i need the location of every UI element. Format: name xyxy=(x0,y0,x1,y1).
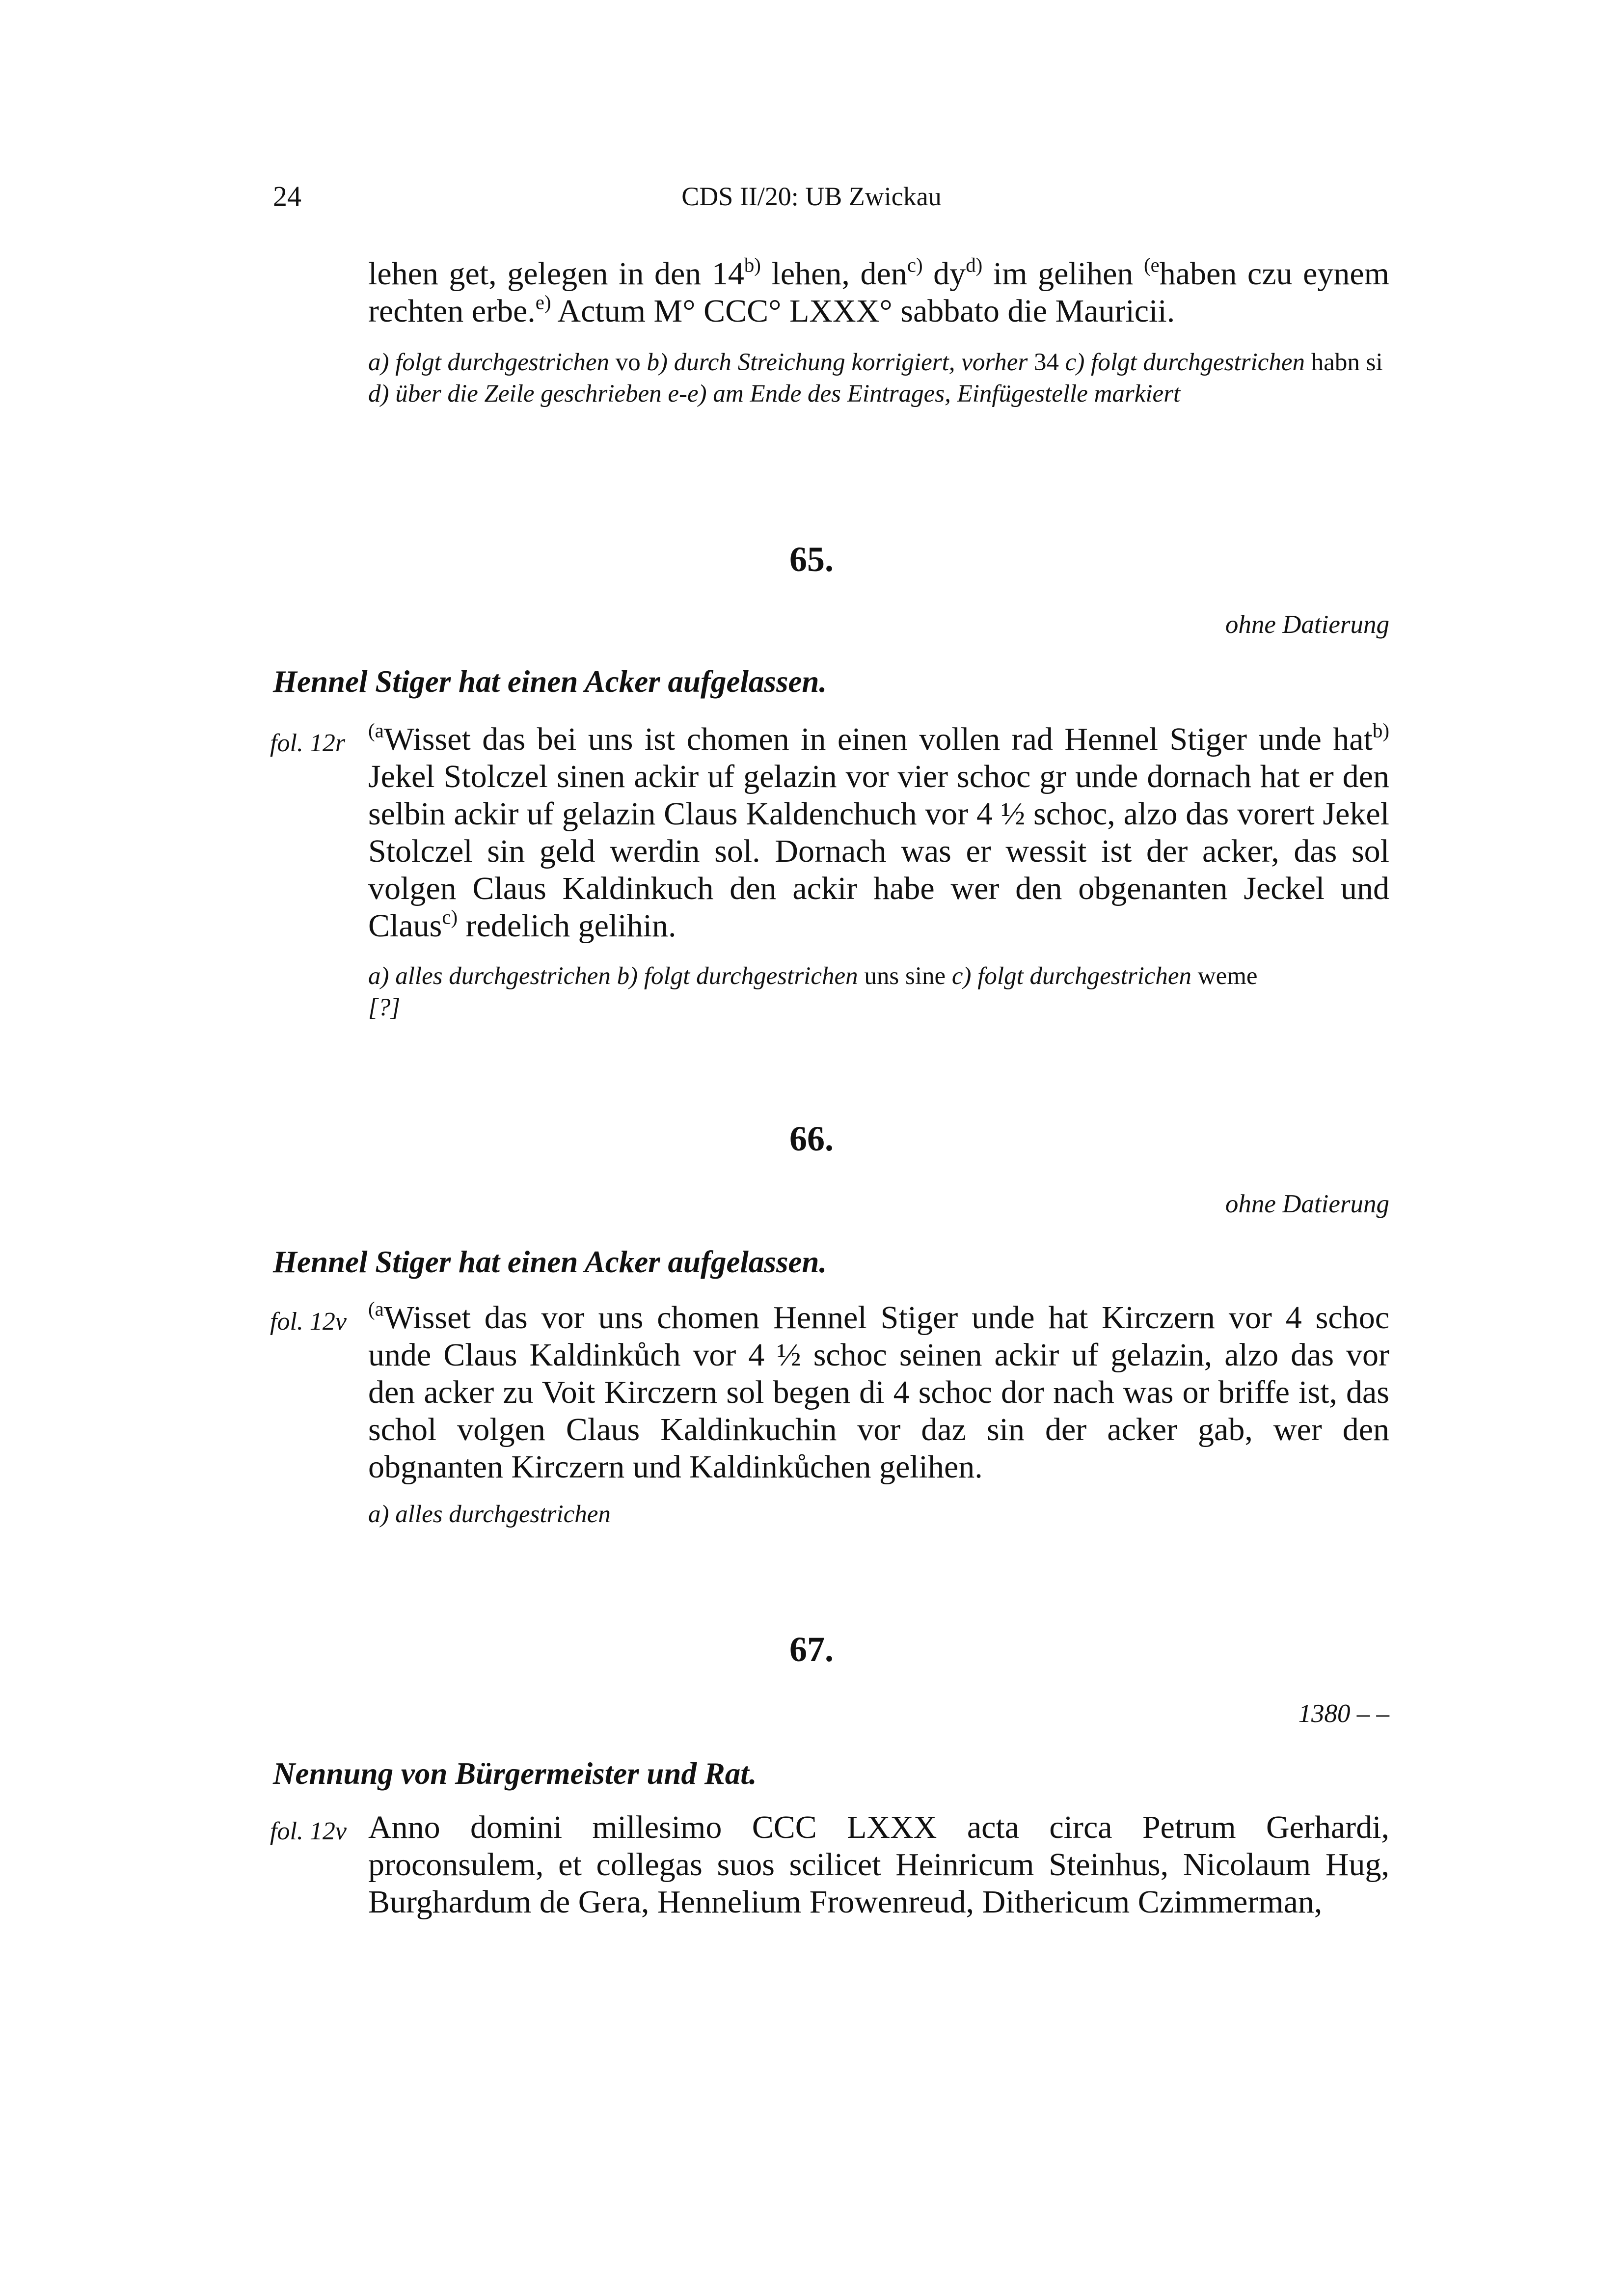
folio-reference-67: fol. 12v xyxy=(270,1817,347,1845)
continuation-footnotes: a) folgt durchgestrichen vo b) durch Streichung korrigiert, vorher 34 c) folgt durchgestrichen habn si d) über die Zeile geschrieben e-e) am Ende des Eintrages, Einfügestelle markiert xyxy=(368,349,1383,408)
footnotes-65: a) alles durchgestrichen b) folgt durchgestrichen uns sine c) folgt durchgestrichen weme [?] xyxy=(368,962,1258,1021)
entry-dating-65: ohne Datierung xyxy=(1225,610,1389,639)
page-number: 24 xyxy=(273,180,301,212)
entry-number-65: 65. xyxy=(789,540,834,579)
entry-heading-67: Nennung von Bürgermeister und Rat. xyxy=(273,1756,757,1791)
entry-heading-65: Hennel Stiger hat einen Acker aufgelassen. xyxy=(273,664,827,699)
continuation-text: lehen get, gelegen in den 14$^{b)}$ lehen, den$^{c)}$ $dy^{d)}$ im gelihen $^{(e}$haben czu eynem rechten erbe.$^{e)}$ Actum M° CCC° LXXX° sabbato die Mauricii. xyxy=(368,254,1390,329)
entry-text-67: Anno domini millesimo CCC LXXX acta circa Petrum Gerhardi, proconsulem, et collegas suos scilicet Heinricum Steinhus, Nicolaum Hug, Burghardum de Gera, Hennelium Frowenreud, Dithericum Czimmerman, xyxy=(368,1809,1389,1920)
entry-text-65: $^{(a}$Wisset das bei uns ist chomen in einen vollen rad Hennel Stiger unde hat$^{b)}$ Jekel Stolczel sinen ackir uf gelazin vor vier schoc gr unde dornach hat er den selbin ackir uf gelazin Claus Kaldenchuch vor 4 ½ schoc, alzo das vorert Jekel Stolczel sin geld werdin sol. Dornach was er wessit ist der acker, das sol volgen Claus Kaldinkuch den ackir habe wer den obgenanten Jeckel und Claus$^{c)}$ redelich gelihin. xyxy=(368,719,1389,944)
entry-dating-67: 1380 – – xyxy=(1298,1699,1389,1728)
folio-reference-66: fol. 12v xyxy=(270,1308,347,1336)
footnotes-66: a) alles durchgestrichen xyxy=(368,1501,611,1528)
entry-heading-66: Hennel Stiger hat einen Acker aufgelassen. xyxy=(273,1245,827,1279)
entry-text-66: $^{(a}$Wisset das vor uns chomen Hennel Stiger unde hat Kirczern vor 4 schoc unde Claus Kaldinkůch vor 4 ½ schoc seinen ackir uf gelazin, alzo das vor den acker zu Voit Kirczern sol begen di 4 schoc dor nach was or briffe ist, das schol volgen Claus Kaldinkuchin vor daz sin der acker gab, wer den obgnanten Kirczern und Kaldinkůchen gelihen. xyxy=(368,1298,1389,1485)
entry-dating-66: ohne Datierung xyxy=(1225,1190,1389,1218)
entry-number-67: 67. xyxy=(789,1630,834,1669)
folio-reference-65: fol. 12r xyxy=(270,729,346,757)
entry-number-66: 66. xyxy=(789,1119,834,1158)
running-title: CDS II/20: UB Zwickau xyxy=(681,182,942,211)
